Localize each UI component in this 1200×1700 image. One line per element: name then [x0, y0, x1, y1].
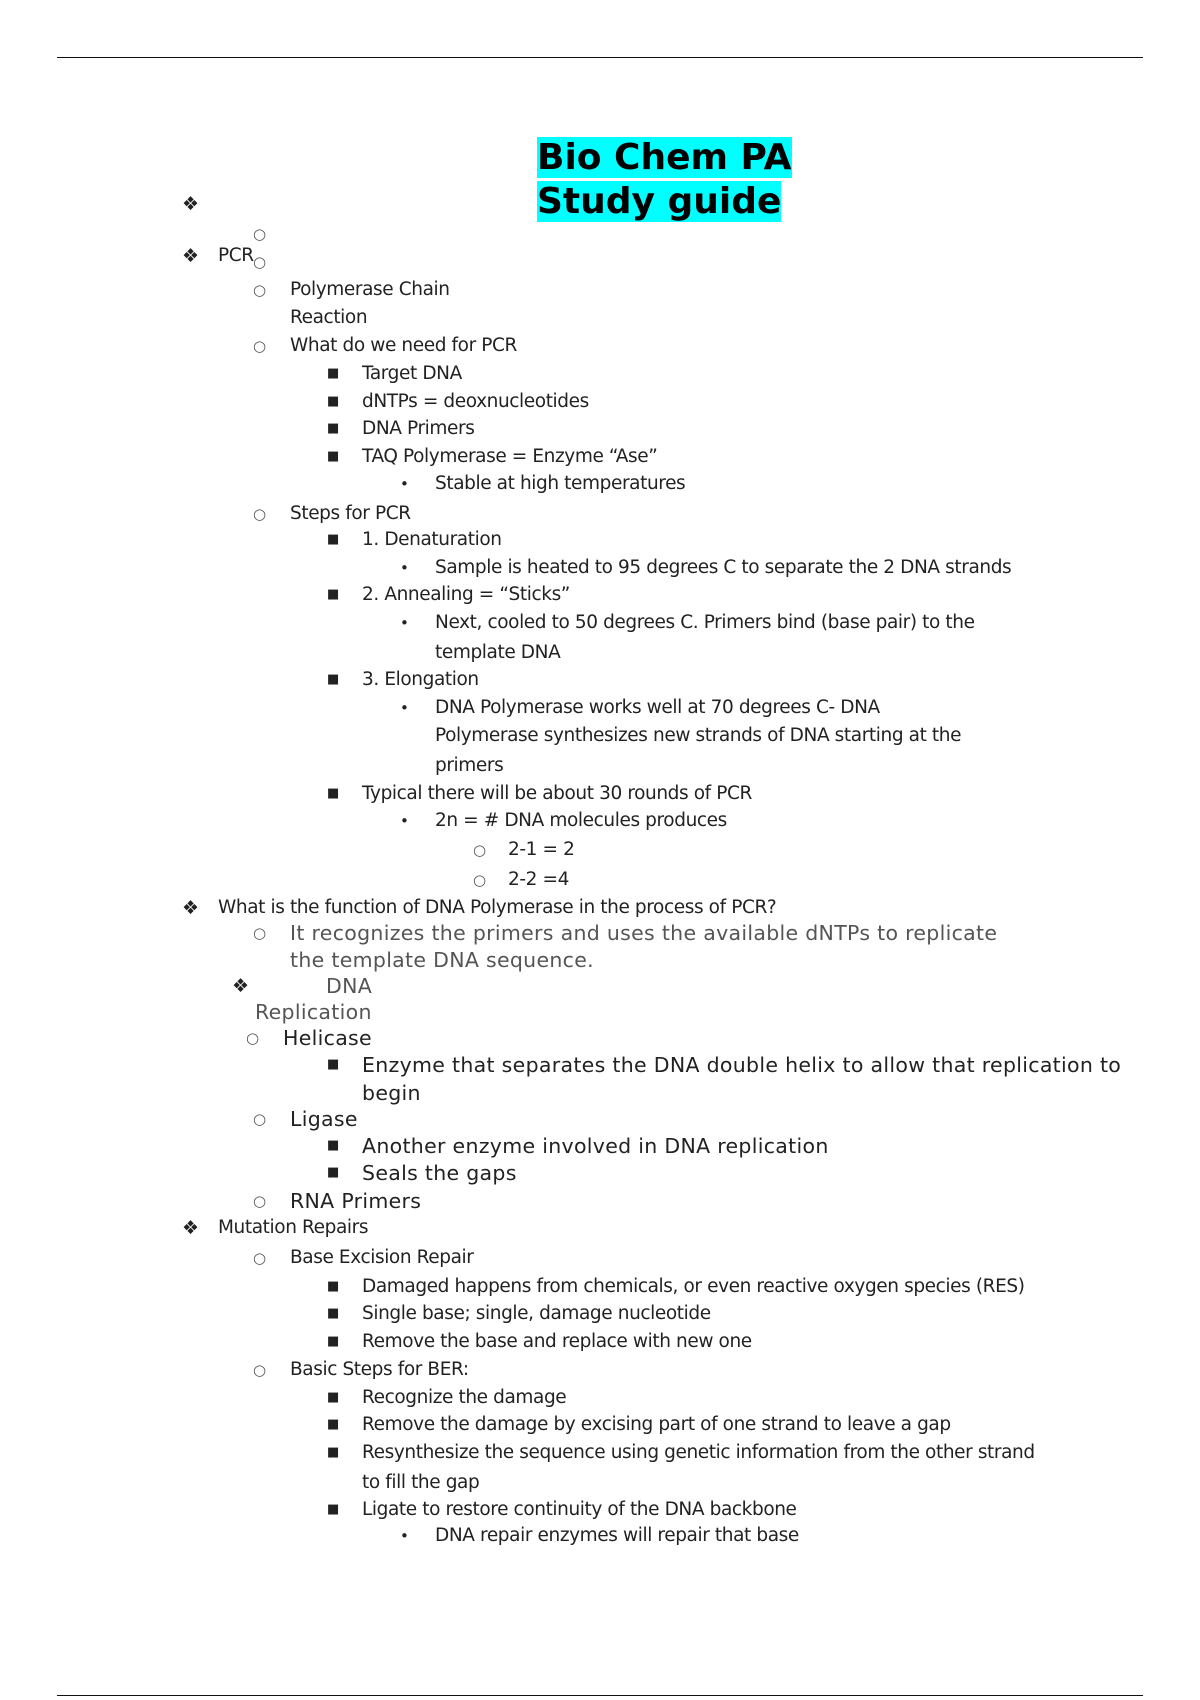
pcr-full-name-line-1: Polymerase Chain [290, 279, 450, 300]
square-bullet-icon: ■ [327, 1165, 340, 1180]
square-bullet-icon: ■ [327, 449, 340, 464]
square-bullet-icon: ■ [327, 394, 340, 409]
pcr-full-name-line-2: Reaction [290, 307, 368, 328]
list-item: Remove the damage by excising part of one strand to leave a gap [362, 1414, 951, 1435]
list-item: DNA repair enzymes will repair that base [435, 1525, 799, 1546]
list-item-continuation: primers [435, 755, 504, 776]
ber-heading: Base Excision Repair [290, 1247, 474, 1268]
list-item: 1. Denaturation [362, 529, 502, 550]
list-item: Recognize the damage [362, 1387, 567, 1408]
square-bullet-icon: ■ [327, 1417, 340, 1432]
list-item: 3. Elongation [362, 669, 479, 690]
list-item: Ligate to restore continuity of the DNA backbone [362, 1499, 797, 1520]
list-item: TAQ Polymerase = Enzyme “Ase” [362, 446, 658, 467]
circle-bullet-icon: ○ [253, 505, 267, 523]
list-item: 2. Annealing = “Sticks” [362, 584, 570, 605]
list-item: Next, cooled to 50 degrees C. Primers bind (base pair) to the [435, 612, 975, 633]
circle-bullet-icon: ○ [246, 1029, 260, 1047]
helicase-label: Helicase [283, 1026, 372, 1050]
dot-bullet-icon: • [400, 559, 409, 577]
list-item: DNA Primers [362, 418, 475, 439]
square-bullet-icon: ■ [327, 1279, 340, 1294]
dot-bullet-icon: • [400, 475, 409, 493]
answer-line-2: the template DNA sequence. [290, 948, 594, 972]
dot-bullet-icon: • [400, 699, 409, 717]
title-line-1: Bio Chem PA [537, 137, 792, 178]
diamond-bullet-icon: ❖ [182, 1217, 200, 1239]
square-bullet-icon: ■ [327, 1306, 340, 1321]
ber-steps-heading: Basic Steps for BER: [290, 1359, 469, 1380]
square-bullet-icon: ■ [327, 1502, 340, 1517]
list-item: 2n = # DNA molecules produces [435, 810, 727, 831]
answer-line-1: It recognizes the primers and uses the available dNTPs to replicate [290, 921, 998, 945]
header-rule [57, 57, 1143, 58]
circle-bullet-icon: ○ [253, 337, 267, 355]
circle-bullet-icon: ○ [253, 281, 267, 299]
circle-bullet-icon: ○ [253, 253, 267, 271]
list-item: Sample is heated to 95 degrees C to separate the 2 DNA strands [435, 557, 1012, 578]
square-bullet-icon: ■ [327, 1445, 340, 1460]
diamond-bullet-icon: ❖ [182, 245, 200, 267]
dot-bullet-icon: • [400, 614, 409, 632]
list-item: Target DNA [362, 363, 462, 384]
square-bullet-icon: ■ [327, 366, 340, 381]
circle-bullet-icon: ○ [473, 841, 487, 859]
square-bullet-icon: ■ [327, 421, 340, 436]
mutation-heading: Mutation Repairs [218, 1217, 369, 1238]
square-bullet-icon: ■ [327, 1390, 340, 1405]
footer-rule [57, 1695, 1143, 1696]
pcr-steps-heading: Steps for PCR [290, 503, 411, 524]
list-item: Resynthesize the sequence using genetic information from the other strand [362, 1442, 1035, 1463]
ligase-label: Ligase [290, 1107, 358, 1131]
list-item: 2-2 =4 [508, 869, 569, 890]
list-item-continuation: template DNA [435, 642, 561, 663]
circle-bullet-icon: ○ [253, 1361, 267, 1379]
list-item: DNA Polymerase works well at 70 degrees C- DNA [435, 697, 880, 718]
list-item: Enzyme that separates the DNA double helix to allow that replication to [362, 1053, 1122, 1077]
list-item: Damaged happens from chemicals, or even reactive oxygen species (RES) [362, 1276, 1025, 1297]
list-item: Stable at high temperatures [435, 473, 686, 494]
pcr-need-heading: What do we need for PCR [290, 335, 517, 356]
list-item: Typical there will be about 30 rounds of PCR [362, 783, 752, 804]
diamond-bullet-icon: ❖ [182, 897, 200, 919]
replication-heading-line-1: DNA [326, 974, 373, 998]
pcr-heading: PCR [218, 245, 254, 266]
square-bullet-icon: ■ [327, 1138, 340, 1153]
circle-bullet-icon: ○ [253, 1110, 267, 1128]
circle-bullet-icon: ○ [253, 1192, 267, 1210]
diamond-bullet-icon: ❖ [182, 193, 200, 215]
circle-bullet-icon: ○ [253, 1249, 267, 1267]
list-item: Remove the base and replace with new one [362, 1331, 752, 1352]
page-title [537, 136, 792, 222]
list-item-continuation: begin [362, 1081, 421, 1105]
dot-bullet-icon: • [400, 1527, 409, 1545]
list-item: Another enzyme involved in DNA replication [362, 1134, 829, 1158]
square-bullet-icon: ■ [327, 1057, 340, 1072]
list-item: dNTPs = deoxnucleotides [362, 391, 589, 412]
list-item: Single base; single, damage nucleotide [362, 1303, 711, 1324]
dot-bullet-icon: • [400, 812, 409, 830]
circle-bullet-icon: ○ [253, 225, 267, 243]
title-line-2: Study guide [537, 181, 782, 222]
list-item-continuation: Polymerase synthesizes new strands of DNA starting at the [435, 725, 962, 746]
list-item: Seals the gaps [362, 1161, 517, 1185]
replication-heading-line-2: Replication [255, 1000, 372, 1024]
circle-bullet-icon: ○ [473, 871, 487, 889]
question-text: What is the function of DNA Polymerase in the process of PCR? [218, 897, 777, 918]
square-bullet-icon: ■ [327, 587, 340, 602]
square-bullet-icon: ■ [327, 786, 340, 801]
circle-bullet-icon: ○ [253, 924, 267, 942]
list-item-continuation: to fill the gap [362, 1472, 480, 1493]
square-bullet-icon: ■ [327, 532, 340, 547]
list-item: 2-1 = 2 [508, 839, 575, 860]
square-bullet-icon: ■ [327, 672, 340, 687]
diamond-bullet-icon: ❖ [232, 975, 250, 997]
rna-primers-label: RNA Primers [290, 1189, 422, 1213]
square-bullet-icon: ■ [327, 1334, 340, 1349]
